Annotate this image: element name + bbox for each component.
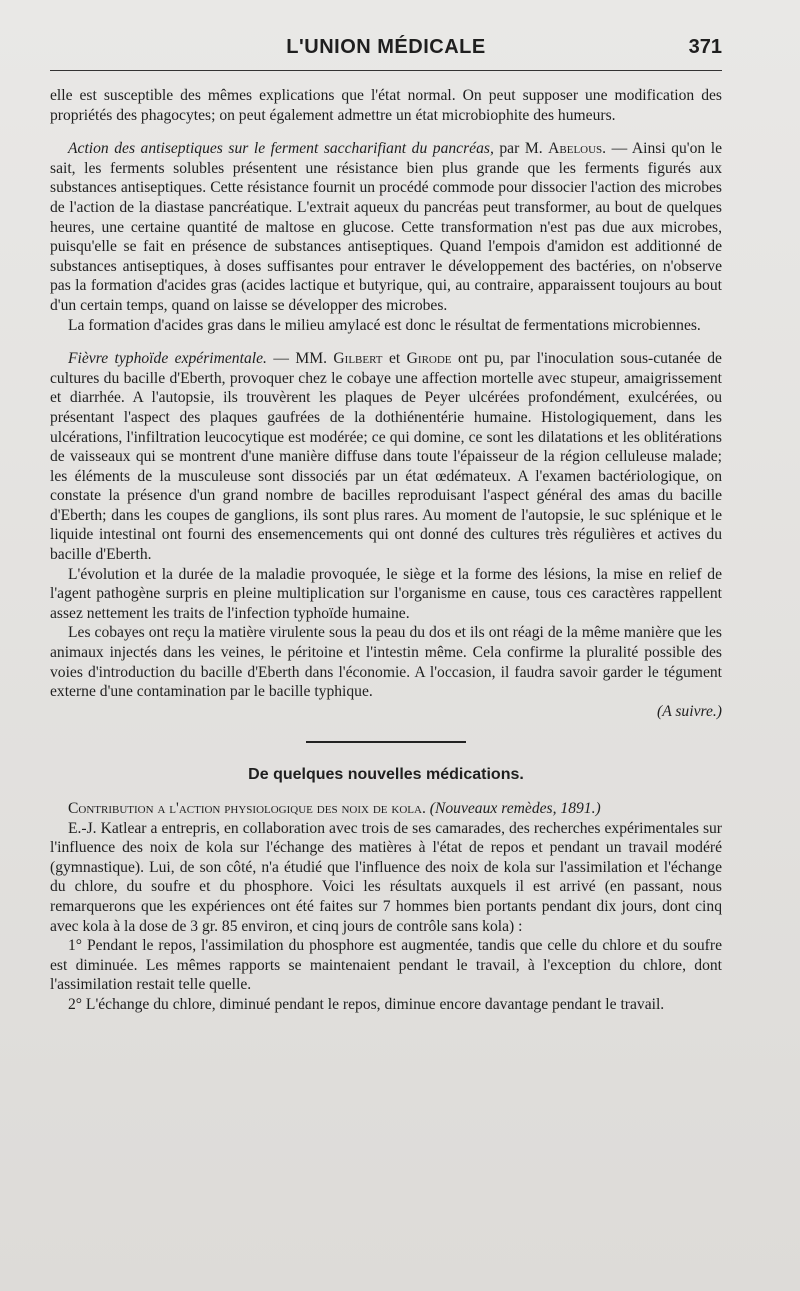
author-abelous: Abelous — [548, 140, 603, 158]
paragraph-continuation: elle est susceptible des mêmes explications que l'état normal. On peut supposer une modification des propriétés des phagocytes; on peut également admettre un état microbiophite des humeurs. — [50, 87, 722, 124]
paragraph-katlear: E.-J. Katlear a entrepris, en collaboration avec trois de ses camarades, des recherches expérimentales sur l'influence des noix de kola sur l'échange des matières à l'état de repos et pendant un travail modéré (gymnastique). Lui, de son côté, n'a étudié que l'influence des noix de kola sur l'assimilation et l'échange du chlore, du soufre et du phosphore. Voici les résultats auxquels il est arrivé (en passant, nous remarquerons que les expériences ont été faites sur 7 hommes bien portants pendant dix jours, dont cinq avec kola à la dose de 3 gr. 85 environ, et cinq jours de contrôle sans kola) : — [50, 819, 722, 935]
section-heading-antiseptiques: Action des antiseptiques sur le ferment saccharifiant du pancréas, — [68, 140, 494, 158]
paragraph-cobayes: Les cobayes ont reçu la matière virulente sous la peau du dos et ils ont réagi de la même manière que les animaux injectés dans les veines, le péritoine et l'intestin même. Cela confirme la pluralité possible des voies d'introduction du bacille d'Eberth dans l'économie. A l'occasion, il faudra savoir garder le tégument externe d'une contamination par le bacille typhique. (A suivre.) — [50, 624, 722, 720]
author-girode: Girode — [406, 350, 452, 368]
running-title: L'UNION MÉDICALE — [286, 36, 486, 58]
author-gilbert: Gilbert — [333, 350, 383, 368]
section-separator — [306, 741, 466, 743]
paragraph-acides-gras: La formation d'acides gras dans le milieu amylacé est donc le résultat de fermentations microbiennes. — [68, 316, 701, 334]
contribution-label: Contribution a l'action physiologique des noix de kola. — [68, 800, 426, 817]
a-suivre: (A suivre.) — [657, 702, 722, 720]
article-body — [50, 86, 722, 1015]
contribution-source: (Nouveaux remèdes, 1891.) — [429, 800, 601, 817]
section-title: De quelques nouvelles médications. — [248, 766, 524, 784]
contribution-heading — [50, 799, 722, 819]
page-header — [50, 36, 722, 66]
paragraph-result-2: 2° L'échange du chlore, diminué pendant le repos, diminue encore davantage pendant le travail. — [68, 995, 665, 1013]
paragraph-result-1: 1° Pendant le repos, l'assimilation du phosphore est augmentée, tandis que celle du chlore et du soufre est diminuée. Les mêmes rapports se maintenaient pendant le travail, à l'exception du chlore, dont l'assimilation restait telle quelle. — [50, 937, 722, 994]
section-heading-fievre: Fièvre typhoïde expérimentale. — [68, 350, 267, 368]
page-number: 371 — [688, 36, 722, 58]
header-rule — [50, 70, 722, 71]
paragraph-evolution: L'évolution et la durée de la maladie provoquée, le siège et la forme des lésions, la mise en relief de l'agent pathogène surpris en pleine multiplication sur l'organisme en cause, tous ces caractères rappellent assez nettement les traits de l'infection typhoïde humaine. — [50, 565, 722, 622]
paragraph-antiseptiques: Action des antiseptiques sur le ferment saccharifiant du pancréas, par M. Abelous. — Ainsi qu'on le sait, les ferments solubles présentent une résistance bien plus grande que les ferments figurés aux substances antiseptiques. Cette résistance fournit un procédé commode pour dissocier l'action des microbes de l'action de la diastase pancréatique. L'extrait aqueux du pancréas peut transformer, au bout de quelques heures, une certaine quantité de maltose en glucose. Cette transformation n'est pas due aux microbes, puisqu'elle se fait en présence de substances antiseptiques. Quand l'empois d'amidon est additionné de substances antiseptiques, à doses suffisantes pour entraver le développement des bactéries, on n'observe pas la formation d'acides gras (acides lactique et butyrique, qui, au contraire, apparaissent toujours au bout d'un certain temps, quand on laisse se développer des microbes. — [50, 140, 722, 314]
paragraph-fievre-typhoide: Fièvre typhoïde expérimentale. — MM. Gilbert et Girode ont pu, par l'inoculation sous-cutanée de cultures du bacille d'Eberth, provoquer chez le cobaye une affection mortelle avec stupeur, amaigrissement et diarrhée. A l'autopsie, ils trouvèrent les plaques de Peyer ulcérées profondément, exulcérées, ou présentant l'aspect des plaques gaufrées de la dothiénentérie humaine. Histologiquement, dans les ulcérations, l'infiltration leucocytique est modérée; ce qui domine, ce sont les dilatations et les oblitérations de vaisseaux qui se montrent d'une manière diffuse dans toute l'épaisseur de la région celluleuse malade; les éléments de la musculeuse sont dissociés par un état œdémateux. A l'examen bactériologique, on constate la présence d'un grand nombre de bacilles reproduisant l'aspect général des amas du bacille d'Eberth; dans les coupes de ganglions, ils sont plus rares. Au moment de l'autopsie, le suc splénique et le liquide intestinal ont fourni des ensemencements qui ont donné des cultures très régulières et actives du bacille d'Eberth. — [50, 350, 722, 564]
